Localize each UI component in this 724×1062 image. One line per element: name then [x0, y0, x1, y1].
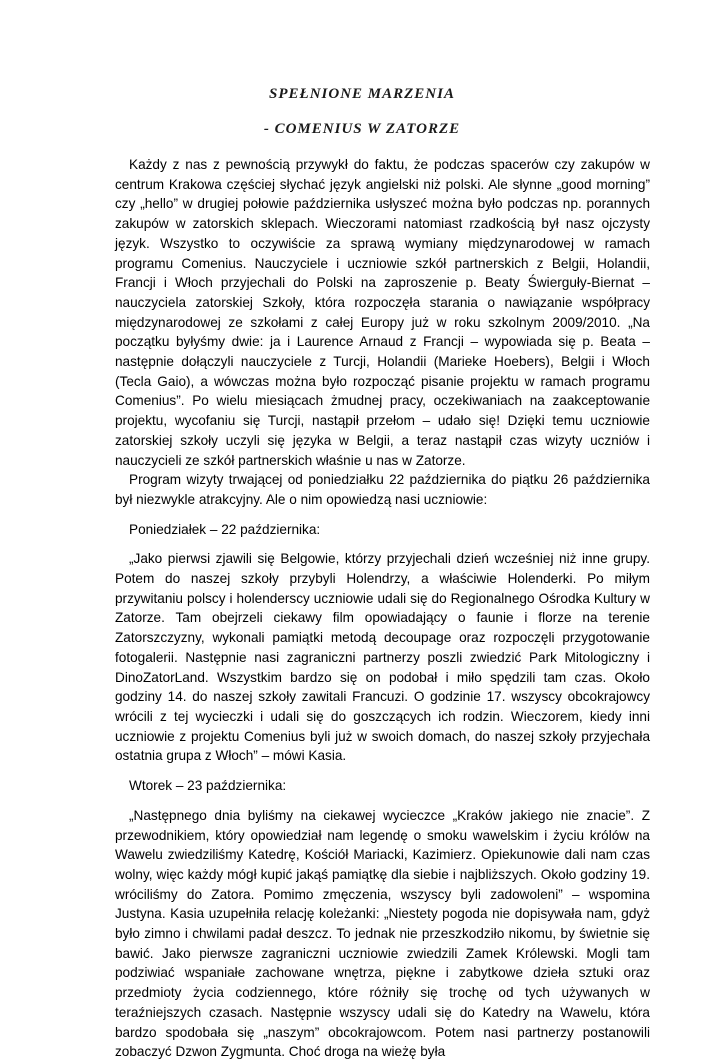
document-title: SPEŁNIONE MARZENIA: [269, 86, 455, 102]
day2-heading: Wtorek – 23 października:: [129, 778, 287, 794]
day1-paragraph: „Jako pierwsi zjawili się Belgowie, którzy przyjechali dzień wcześniej niż inne grupy. Potem do naszej szkoły przybyli Holendrzy, a właściwie Holenderki. Po miłym przywitaniu polscy i holenderscy uczniowie udali się do Regionalnego Ośrodka Kultury w Zatorze. Tam obejrzeli ciekawy film opowiadający o faunie i florze na terenie Zatorszczyzny, wykonali pamiątki metodą decoupage oraz rozpoczęli przygotowanie fotogalerii. Następnie nasi zagraniczni partnerzy poszli zwiedzić Park Mitologiczny i DinoZatorLand. Wszystkim bardzo się on podobał i miło spędzili tam czas. Około godziny 14. do naszej szkoły zawitali Francuzi. O godzinie 17. wszyscy obcokrajowcy wrócili z tej wycieczki i udali się do goszczących ich rodzin. Wieczorem, kiedy inni uczniowie z projektu Comenius byli już w swoich domach, do naszej szkoły przyjechała ostatnia grupa z Włoch” – mówi Kasia.: [115, 551, 650, 764]
document-subtitle: - COMENIUS W ZATORZE: [263, 121, 461, 137]
intro-paragraph: Każdy z nas z pewnością przywykł do faktu, że podczas spacerów czy zakupów w centrum Krakowa częściej słychać język angielski niż polski. Ale słynne „good morning” czy „hello” w drugiej połowie października usłyszeć można było podczas np. porannych zakupów w zatorskich sklepach. Wieczorami natomiast rzadkością był nasz ojczysty język. Wszystko to oczywiście za sprawą wymiany międzynarodowej w ramach programu Comenius. Nauczyciele i uczniowie szkół partnerskich z Belgii, Holandii, Francji i Włoch przyjechali do Polski na zaproszenie p. Beaty Świerguły-Biernat – nauczyciela zatorskiej Szkoły, która rozpoczęła starania o nawiązanie współpracy międzynarodowej ze szkołami z całej Europy już w roku szkolnym 2009/2010. „Na początku byłyśmy dwie: ja i Laurence Arnaud z Francji – wypowiada się p. Beata – następnie dołączyli nauczyciele z Turcji, Holandii (Marieke Hoebers), Belgii i Włoch (Tecla Gaio), a wówczas można było rozpocząć pisanie projektu w ramach programu Comenius”. Po wielu miesiącach żmudnej pracy, oczekiwaniach na zaakceptowanie projektu, wycofaniu się Turcji, nastąpił przełom – udało się! Dzięki temu uczniowie zatorskiej szkoły uczyli się języka w Belgii, a teraz nastąpił czas wizyty uczniów i nauczycieli ze szkół partnerskich właśnie u nas w Zatorze.: [115, 157, 650, 468]
program-paragraph: Program wizyty trwającej od poniedziałku 22 października do piątku 26 października był niezwykle atrakcyjny. Ale o nim opowiedzą nasi uczniowie:: [115, 472, 650, 507]
document-body: [115, 155, 650, 1062]
day2-paragraph: „Następnego dnia byliśmy na ciekawej wycieczce „Kraków jakiego nie znacie”. Z przewodnikiem, który opowiedział nam legendę o smoku wawelskim i życiu królów na Wawelu zwiedziliśmy Katedrę, Kościół Mariacki, Kazimierz. Opiekunowie dali nam czas wolny, więc każdy mógł kupić jakąś pamiątkę dla siebie i najbliższych. Około godziny 19. wróciliśmy do Zatora. Pomimo zmęczenia, wszyscy byli zadowoleni” – wspomina Justyna. Kasia uzupełniła relację koleżanki: „Niestety pogoda nie dopisywała nam, gdyż było zimno i chwilami padał deszcz. To jednak nie przeszkodziło nikomu, by świetnie się bawić. Jako pierwsze zagraniczni uczniowie zwiedzili Zamek Królewski. Mogli tam podziwiać wspaniałe zachowane wnętrza, piękne i zabytkowe dzieła sztuki oraz przedmioty życia codziennego, które różniły się trochę od tych używanych w teraźniejszych czasach. Następnie wszyscy udali się do Katedry na Wawelu, która bardzo spodobała się „naszym” obcokrajowcom. Potem nasi partnerzy postanowili zobaczyć Dzwon Zygmunta. Choć droga na wieżę była: [115, 807, 650, 1060]
day1-heading: Poniedziałek – 22 października:: [129, 521, 321, 537]
